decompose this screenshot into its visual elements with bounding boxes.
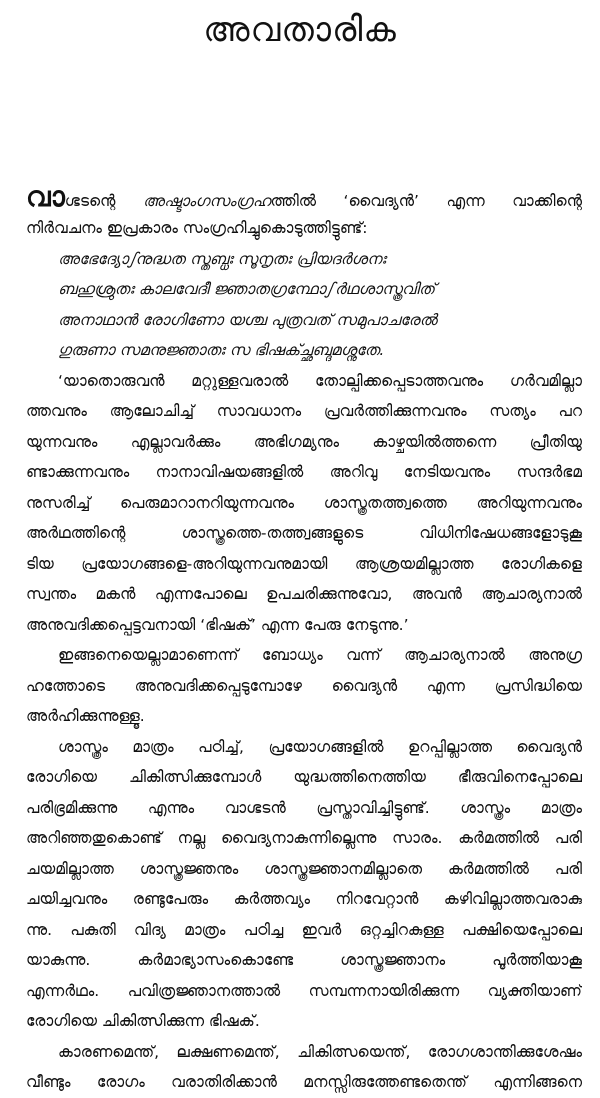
text-line: അർഹിക്കുന്നുള്ളൂ. (26, 707, 145, 725)
text-line: ന്നു. പകുതി വിദ്യ മാത്രം പഠിച്ച ഇവർ ഒറ്റച്ചിറകുള്ള പക്ഷിയെപ്പോലെ (26, 920, 582, 939)
text-line: ചയിച്ചവനും രണ്ടുപേരും കർത്തവ്യം നിറവേറ്റാൻ കഴിവില്ലാത്തവരാകു (26, 890, 582, 908)
text-line: അനുവദിക്കപ്പെട്ടവനായി ‘ഭിഷക്’ എന്ന പേരു നേടുന്നു.’ (26, 615, 409, 634)
text-line: യുന്നവനും എല്ലാവർക്കും അഭിഗമ്യനും കാഴ്ചയിൽത്തന്നെ പ്രീതിയു (26, 432, 582, 451)
text-line: യാകുന്നു. കർമാഭ്യാസംകൊണ്ടേ ശാസ്ത്രജ്ഞാനം പൂർത്തിയാകൂ (26, 951, 582, 969)
text-line: ത്തവനും ആലോചിച്ച് സാവധാനം പ്രവർത്തിക്കുന്നവനും സത്യം പറ (26, 402, 582, 420)
verse-line: അനാഥാൻ രോഗിണോ യശ്ച പുത്രവത് സമുപാചരേൽ (58, 310, 437, 329)
text-line: എന്നർഥം. പവിത്രജ്ഞാനത്താൽ സമ്പന്നനായിരിക്കുന്ന വ്യക്തിയാണ് (26, 981, 582, 1000)
text-line: ശാസ്ത്രം മാത്രം പഠിച്ച്, പ്രയോഗങ്ങളിൽ ഉറപ്പില്ലാത്ത വൈദ്യൻ (58, 737, 582, 756)
text-line: ഹത്തോടെ അനുവദിക്കപ്പെടുമ്പോഴേ വൈദ്യൻ എന്ന പ്രസിദ്ധിയെ (26, 676, 582, 695)
text-line: ണ്ടാക്കുന്നവനും നാനാവിഷയങ്ങളിൽ അറിവു നേടിയവനും സന്ദർഭമ (26, 463, 582, 481)
text-line: ഇങ്ങനെയെല്ലാമാണെന്ന് ബോധ്യം വന്ന് ആചാര്യനാൽ അനുഗ്ര (58, 646, 582, 664)
text-line: വീണ്ടും രോഗം വരാതിരിക്കാൻ മനസ്സിരുത്തേണ്ടതെന്ത് എന്നിങ്ങനെ (26, 1073, 582, 1091)
verse-line: അഭേദ്യോഽനുദ്ധത സ്തബ്ധഃ സൂനൃതഃ പ്രിയദർശനഃ (58, 249, 386, 268)
body-text (26, 180, 582, 1098)
text-line: അറിഞ്ഞതുകൊണ്ട് നല്ല വൈദ്യനാകുന്നില്ലെന്നു സാരം. കർമത്തിൽ പരി (26, 829, 582, 847)
text-line: വാഗ്ഭടന്റെ അഷ്ടാംഗസംഗ്രഹത്തിൽ ‘വൈദ്യൻ’ എന്ന വാക്കിന്റെ (26, 180, 582, 213)
text-line: സ്വന്തം മകൻ എന്നപോലെ ഉപചരിക്കുന്നുവോ, അവൻ ആചാര്യനാൽ (26, 585, 582, 603)
verse-line: ഗുരുണാ സമനുജ്ഞാതഃ സ ഭിഷക്ച്ഛബ്ദമശ്നുതേ. (58, 341, 385, 359)
drop-cap: വാ (26, 180, 65, 213)
text-line: രോഗിയെ ചികിത്സിക്കുമ്പോൾ യുദ്ധത്തിനെത്തിയ ഭീരുവിനെപ്പോലെ (26, 768, 582, 786)
verse-line: ബഹുശ്രുതഃ കാലവേദീ ജ്ഞാതഗ്രന്ഥോഽർഥശാസ്ത്രവിത് (58, 280, 436, 298)
text-line: കാരണമെന്ത്, ലക്ഷണമെന്ത്, ചികിത്സയെന്ത്, രോഗശാന്തിക്കുശേഷം (58, 1042, 582, 1061)
text-line: പരിഭ്രമിക്കുന്നു എന്നും വാഗ്ഭടൻ പ്രസ്താവിച്ചിട്ടുണ്ട്. ശാസ്ത്രം മാത്രം (26, 798, 582, 817)
text-line: രോഗിയെ ചികിത്സിക്കുന്ന ഭിഷക്. (26, 1012, 260, 1030)
text-line: ടിയ പ്രയോഗങ്ങളെ-അറിയുന്നവനുമായി ആശ്രയമില്ലാത്ത രോഗികളെ (26, 554, 582, 573)
page-title: അവതാരിക (203, 10, 397, 50)
text-line: ചയമില്ലാത്ത ശാസ്ത്രജ്ഞനും ശാസ്ത്രജ്ഞാനമില്ലാതെ കർമത്തിൽ പരി (26, 859, 582, 878)
book-title: അഷ്ടാംഗസംഗ്രഹ (143, 192, 271, 210)
text-line: നിർവചനം ഇപ്രകാരം സംഗ്രഹിച്ചുകൊടുത്തിട്ടുണ്ട്: (26, 219, 368, 237)
text-line: അർഥത്തിന്റെ ശാസ്ത്രത്തെ-തത്ത്വങ്ങളുടെ വിധിനിഷേധങ്ങളോടുകൂ (26, 524, 582, 542)
text-line: ‘യാതൊരുവൻ മറ്റുള്ളവരാൽ തോല്പിക്കപ്പെടാത്തവനും ഗർവമില്ലാ (58, 371, 582, 390)
text-line: നുസരിച്ച് പെരുമാറാനറിയുന്നവനും ശാസ്ത്രതത്ത്വത്തെ അറിയുന്നവനും (26, 493, 582, 512)
